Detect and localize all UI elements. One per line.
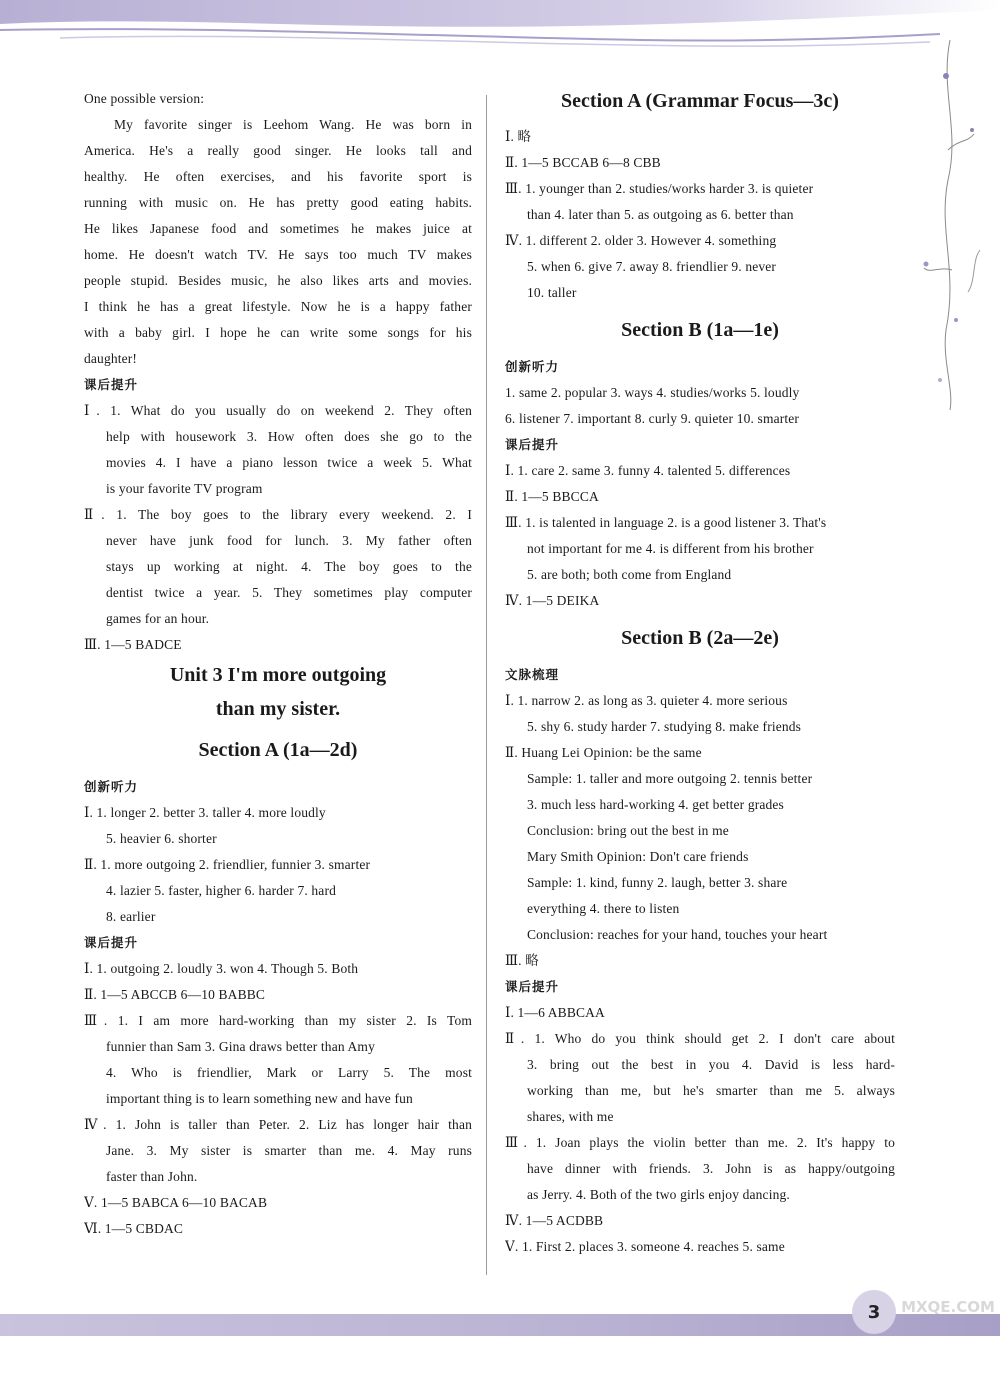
answer-line: Mary Smith Opinion: Don't care friends [527,849,749,864]
answer-line: than 4. later than 5. as outgoing as 6. better than [527,207,794,222]
answer-line: shares, with me [527,1109,614,1124]
section-heading: Section A (1a—2d) [198,739,358,761]
section-heading: Section A (Grammar Focus—3c) [561,90,839,112]
spacer [505,614,895,622]
answer-line: Ⅳ. 1. different 2. older 3. However 4. something [505,233,777,248]
answer-line: Ⅱ. 1. The boy goes to the library every weekend. 2. I [84,507,472,522]
answer-line: never have junk food for lunch. 3. My father often [106,533,472,548]
section-label: 课后提升 [84,377,139,392]
answer-line: Sample: 1. taller and more outgoing 2. tennis better [527,771,813,786]
answer-line: everything 4. there to listen [527,901,680,916]
answer-line: Ⅲ. 1. is talented in language 2. is a good listener 3. That's [505,515,827,530]
bottom-decorative-band [0,1314,1000,1336]
section-label: 课后提升 [84,935,139,950]
answer-line: Ⅰ. 1. narrow 2. as long as 3. quieter 4. more serious [505,693,788,708]
spacer [505,654,895,662]
section-heading: Section B (1a—1e) [621,319,779,341]
spacer [84,726,472,734]
answer-line: faster than John. [106,1169,198,1184]
unit-title: than my sister. [215,698,341,720]
answer-line: Conclusion: bring out the best in me [527,823,729,838]
answer-line: important thing is to learn something new and have fun [106,1091,413,1106]
answer-line: 3. much less hard-working 4. get better grades [527,797,784,812]
answer-line: with a baby girl. I hope he can write some songs for his [84,325,472,340]
section-label: 课后提升 [505,437,560,452]
answer-line: He likes Japanese food and sometimes he makes juice at [84,221,472,236]
answer-line: Ⅰ. 1—6 ABBCAA [505,1005,605,1020]
page-number: 3 [852,1290,896,1334]
left-column [84,86,472,1242]
answer-line: not important for me 4. is different from his brother [527,541,814,556]
answer-line: Ⅰ. 1. longer 2. better 3. taller 4. more loudly [84,805,326,820]
answer-line: I think he has a great lifestyle. Now he is a happy father [84,299,472,314]
column-divider [486,95,487,1275]
answer-line: Ⅲ. 1. Joan plays the violin better than me. 2. It's happy to [505,1135,895,1150]
spacer [505,346,895,354]
answer-line: funnier than Sam 3. Gina draws better than Amy [106,1039,375,1054]
answer-line: games for an hour. [106,611,210,626]
answer-line: healthy. He often exercises, and his favorite sport is [84,169,472,184]
answer-line: have dinner with friends. 3. John is as happy/outgoing [527,1161,895,1176]
answer-line: 4. Who is friendlier, Mark or Larry 5. The most [106,1065,472,1080]
answer-line: Conclusion: reaches for your hand, touches your heart [527,927,828,942]
answer-line: Ⅱ. 1—5 ABCCB 6—10 BABBC [84,987,266,1002]
answer-line: Sample: 1. kind, funny 2. laugh, better 3. share [527,875,788,890]
answer-line: Ⅳ. 1—5 DEIKA [505,593,600,608]
answer-line: Ⅰ. 1. What do you usually do on weekend 2. They often [84,403,472,418]
answer-line: 5. when 6. give 7. away 8. friendlier 9. never [527,259,777,274]
answer-line: Jane. 3. My sister is smarter than me. 4. May runs [106,1143,472,1158]
answer-line: running with music on. He has pretty good eating habits. [84,195,472,210]
answer-line: stays up working at night. 4. The boy goes to the [106,559,472,574]
answer-line: home. He doesn't watch TV. He says too much TV makes [84,247,472,262]
answer-line: 5. are both; both come from England [527,567,732,582]
watermark: MXQE.COM [901,1298,995,1316]
floral-decoration [910,30,1000,410]
answer-line: Ⅴ. 1. First 2. places 3. someone 4. reaches 5. same [505,1239,785,1254]
answer-line: Ⅲ. 1—5 BADCE [84,637,182,652]
answer-line: Ⅱ. 1—5 BCCAB 6—8 CBB [505,155,661,170]
answer-line: 5. shy 6. study harder 7. studying 8. make friends [527,719,802,734]
unit-title: Unit 3 I'm more outgoing [169,664,387,686]
answer-line: movies 4. I have a piano lesson twice a week 5. What [106,455,472,470]
answer-line: working than me, but he's smarter than me 5. always [527,1083,895,1098]
answer-line: Ⅵ. 1—5 CBDAC [84,1221,184,1236]
answer-line: 5. heavier 6. shorter [106,831,217,846]
spacer [505,306,895,314]
answer-line: Ⅱ. 1. more outgoing 2. friendlier, funnier 3. smarter [84,857,371,872]
answer-line: help with housework 3. How often does she go to the [106,429,472,444]
section-label: 文脉梳理 [505,667,560,682]
answer-line: 6. listener 7. important 8. curly 9. quieter 10. smarter [505,411,800,426]
answer-line: Ⅱ. 1—5 BBCCA [505,489,599,504]
spacer [505,116,895,124]
spacer [84,766,472,774]
answer-line: Ⅲ. 1. younger than 2. studies/works harder 3. is quieter [505,181,814,196]
answer-line: dentist twice a year. 5. They sometimes play computer [106,585,472,600]
answer-line: Ⅰ. 1. care 2. same 3. funny 4. talented 5. differences [505,463,791,478]
answer-line: 1. same 2. popular 3. ways 4. studies/works 5. loudly [505,385,800,400]
answer-line: daughter! [84,351,138,366]
answer-line: My favorite singer is Leehom Wang. He was born in [114,117,472,132]
answer-line: 3. bring out the best in you 4. David is less hard- [527,1057,895,1072]
top-decorative-band [0,0,1000,70]
answer-line: people stupid. Besides music, he also likes arts and movies. [84,273,472,288]
answer-line: Ⅳ. 1. John is taller than Peter. 2. Liz has longer hair than [84,1117,472,1132]
answer-line: as Jerry. 4. Both of the two girls enjoy dancing. [527,1187,790,1202]
answer-line: Ⅰ. 略 [505,129,532,144]
answer-line: 8. earlier [106,909,156,924]
right-column [505,86,895,1260]
answer-line: is your favorite TV program [106,481,263,496]
answer-line: Ⅰ. 1. outgoing 2. loudly 3. won 4. Though 5. Both [84,961,359,976]
section-label: 课后提升 [505,979,560,994]
answer-line: Ⅳ. 1—5 ACDBB [505,1213,604,1228]
answer-line: Ⅲ. 略 [505,953,539,968]
answer-line: 10. taller [527,285,577,300]
answer-line: 4. lazier 5. faster, higher 6. harder 7. hard [106,883,336,898]
answer-line: Ⅴ. 1—5 BABCA 6—10 BACAB [84,1195,268,1210]
section-label: 创新听力 [84,779,139,794]
answer-line: Ⅱ. 1. Who do you think should get 2. I don't care about [505,1031,895,1046]
section-label: 创新听力 [505,359,560,374]
section-heading: Section B (2a—2e) [621,627,779,649]
answer-line: Ⅲ. 1. I am more hard-working than my sister 2. Is Tom [84,1013,472,1028]
answer-line: One possible version: [84,91,205,106]
answer-line: Ⅱ. Huang Lei Opinion: be the same [505,745,702,760]
answer-line: America. He's a really good singer. He looks tall and [84,143,472,158]
